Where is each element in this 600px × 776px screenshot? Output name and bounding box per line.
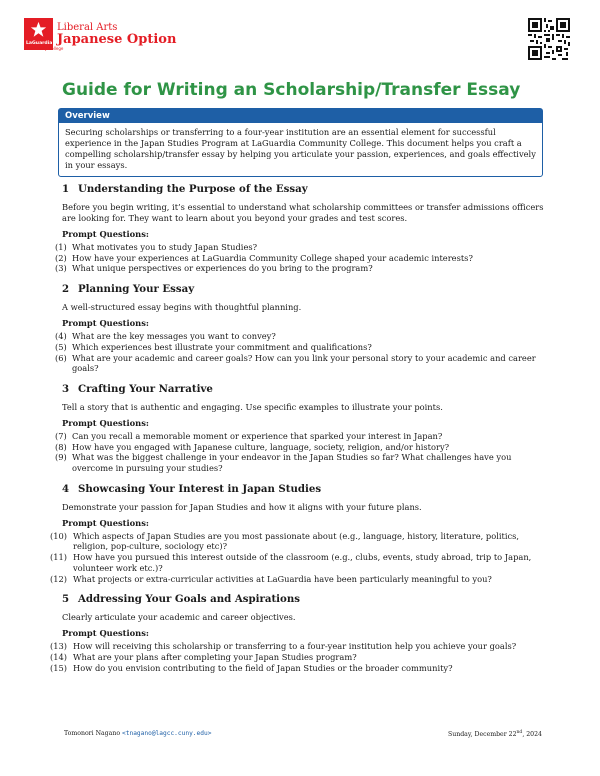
question-number: (9) [55, 452, 67, 463]
question-item [55, 341, 546, 353]
date-ordinal: nd [516, 730, 523, 735]
section-title: Crafting Your Narrative [78, 382, 213, 395]
question-list [50, 641, 546, 673]
section-intro: Before you begin writing, it’s essential to understand what scholarship committees or transfer admissions officers are looking for. They want to learn about you beyond your grades and test scores. [62, 202, 544, 223]
section-number: 2 [62, 283, 70, 296]
logo-line2: Japanese Option [57, 31, 177, 47]
overview-box [58, 108, 543, 177]
question-number: (11) [50, 552, 68, 563]
overview-heading: Overview [59, 109, 542, 123]
date-year: , 2024 [522, 731, 542, 739]
question-text: What are your academic and career goals? How can you link your personal story to your academic and career goals? [72, 352, 536, 374]
section-number: 5 [62, 593, 70, 606]
section-title: Understanding the Purpose of the Essay [78, 183, 308, 195]
question-number: (7) [55, 430, 67, 441]
logo-subtitle: Community College [24, 46, 64, 51]
question-item [50, 641, 546, 652]
question-text: How have your experiences at LaGuardia Community College shaped your academic interests? [72, 252, 473, 263]
section-heading [62, 593, 546, 605]
section-number: 4 [62, 482, 70, 495]
question-text: What projects or extra-curricular activities at LaGuardia have been particularly meaningful to you? [73, 573, 492, 584]
question-text: Which experiences best illustrate your commitment and qualifications? [72, 341, 372, 352]
section-title: Addressing Your Goals and Aspirations [78, 593, 300, 606]
page-footer [64, 730, 542, 738]
question-text: What motivates you to study Japan Studies? [72, 242, 258, 252]
question-item [55, 252, 546, 264]
question-item [55, 263, 546, 274]
section-1 [55, 183, 546, 274]
prompt-label: Prompt Questions: [62, 517, 149, 528]
question-text: How have you engaged with Japanese culture, language, society, religion, and/or history? [72, 441, 450, 452]
footer-date [448, 730, 542, 738]
question-text: Which aspects of Japan Studies are you most passionate about (e.g., language, history, literature, politics, religion, pop-culture, sociology etc)? [73, 530, 520, 552]
overview-text: Securing scholarships or transferring to a four-year institution are an essential element for successful experience in the Japan Studies Program at LaGuardia Community College. This document helps you craft a compelling scholarship/transfer essay by helping you articulate your passion, experiences, and goals effectively in your essays. [65, 127, 536, 170]
prompt-label: Prompt Questions: [62, 628, 149, 639]
author-email-link[interactable]: <tnagano@lagcc.cuny.edu> [122, 730, 212, 737]
question-item [55, 331, 546, 342]
question-text: Can you recall a memorable moment or experience that sparked your interest in Japan? [72, 430, 443, 441]
question-number: (15) [50, 662, 68, 673]
section-title: Showcasing Your Interest in Japan Studies [78, 482, 322, 495]
logo-text [57, 23, 176, 46]
question-number: (5) [55, 341, 67, 352]
logo-line1: Liberal Arts [57, 21, 118, 33]
question-text: What are the key messages you want to convey? [72, 331, 276, 342]
question-item [55, 452, 546, 474]
footer-author [64, 730, 211, 738]
brand-label: LaGuardia [26, 41, 53, 46]
section-3 [55, 382, 546, 474]
question-number: (1) [55, 242, 67, 252]
question-number: (4) [55, 331, 67, 342]
question-item [55, 430, 546, 442]
section-intro: Demonstrate your passion for Japan Studies and how it aligns with your future plans. [62, 501, 422, 512]
question-number: (14) [50, 651, 68, 662]
prompt-label: Prompt Questions: [62, 417, 149, 428]
date-main: Sunday, December 22 [448, 731, 517, 739]
section-intro: Clearly articulate your academic and career objectives. [62, 612, 296, 623]
section-heading [62, 383, 546, 395]
question-text: What are your plans after completing your Japan Studies program? [73, 651, 357, 662]
section-intro: Tell a story that is authentic and engaging. Use specific examples to illustrate your points. [62, 401, 443, 412]
question-item [50, 573, 546, 585]
section-heading [62, 283, 546, 295]
question-text: What was the biggest challenge in your endeavor in the Japan Studies so far? What challenges have you overcome in pursuing your studies? [72, 452, 512, 474]
section-number: 3 [62, 382, 70, 395]
question-number: (2) [55, 252, 67, 263]
question-list [55, 331, 546, 374]
section-2 [55, 283, 546, 374]
section-title: Planning Your Essay [78, 283, 195, 296]
section-heading [62, 483, 546, 495]
question-item [55, 242, 546, 253]
question-item [55, 352, 546, 374]
question-number: (12) [50, 573, 68, 584]
question-text: What unique perspectives or experiences do you bring to the program? [72, 263, 373, 274]
question-text: How have you pursued this interest outside of the classroom (e.g., clubs, events, study abroad, trip to Japan, volunteer work etc.)? [73, 552, 532, 573]
question-number: (3) [55, 263, 67, 274]
question-text: How do you envision contributing to the field of Japan Studies or the broader community? [73, 662, 453, 673]
sections [50, 183, 546, 682]
question-list [55, 242, 546, 274]
section-number: 1 [62, 183, 70, 195]
question-item [50, 530, 546, 552]
question-number: (13) [50, 641, 68, 652]
question-item [55, 441, 546, 453]
question-list [55, 430, 546, 474]
question-list [50, 530, 546, 585]
section-4 [50, 482, 546, 585]
author-name: Tomonori Nagano [64, 730, 121, 737]
question-number: (8) [55, 441, 67, 452]
question-item [50, 552, 546, 573]
qr-code-icon [528, 18, 570, 60]
prompt-label: Prompt Questions: [62, 229, 149, 239]
question-text: How will receiving this scholarship or transferring to a four-year institution help you achieve your goals? [73, 641, 517, 652]
question-item [50, 651, 546, 663]
star-icon [30, 21, 47, 38]
section-intro: A well-structured essay begins with thoughtful planning. [62, 302, 302, 313]
prompt-label: Prompt Questions: [62, 318, 149, 329]
question-number: (6) [55, 352, 67, 363]
page-title: Guide for Writing an Scholarship/Transfer Essay [62, 80, 521, 100]
section-5 [50, 593, 546, 673]
section-heading [62, 183, 546, 195]
question-number: (10) [50, 530, 68, 541]
question-item [50, 662, 546, 674]
